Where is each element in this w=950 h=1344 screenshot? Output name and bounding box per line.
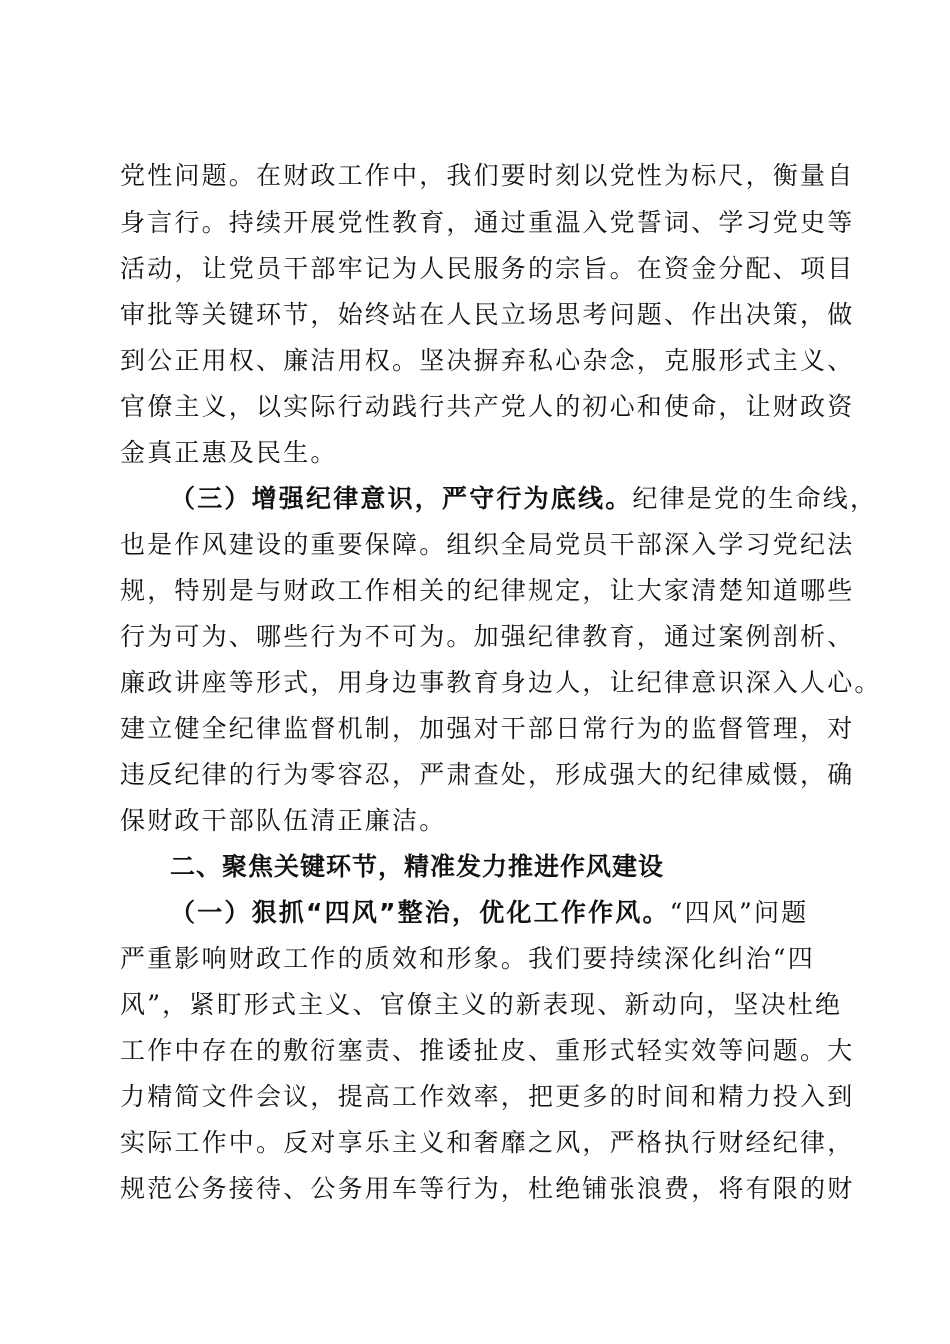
section-one-heading: （一）狠抓“四风”整治，优化工作作风。 <box>170 898 670 927</box>
section-one-paragraph-start <box>170 891 880 935</box>
body-line-23: 规范公务接待、公务用车等行为，杜绝铺张浪费，将有限的财 <box>120 1174 855 1203</box>
body-line-21: 力精简文件会议，提高工作效率，把更多的时间和精力投入到 <box>120 1082 855 1111</box>
body-line-22: 实际工作中。反对享乐主义和奢靡之风，严格执行财经纪律， <box>120 1128 855 1157</box>
body-line-5: 到公正用权、廉洁用权。坚决摒弃私心杂念，克服形式主义、 <box>120 346 855 375</box>
body-line-2: 身言行。持续开展党性教育，通过重温入党誓词、学习党史等 <box>120 208 855 237</box>
body-line-13: 建立健全纪律监督机制，加强对干部日常行为的监督管理，对 <box>120 714 855 743</box>
body-line-7: 金真正惠及民生。 <box>120 438 338 467</box>
section-three-text: 纪律是党的生命线， <box>632 484 878 513</box>
body-line-14: 违反纪律的行为零容忍，严肃查处，形成强大的纪律威慑，确 <box>120 760 855 789</box>
section-three-heading: （三）增强纪律意识，严守行为底线。 <box>170 484 633 513</box>
body-line-1: 党性问题。在财政工作中，我们要时刻以党性为标尺，衡量自 <box>120 161 855 190</box>
body-line-18: 严重影响财政工作的质效和形象。我们要持续深化纠治“四 <box>120 944 815 973</box>
section-one-text: “四风”问题 <box>669 898 809 927</box>
body-line-15: 保财政干部队伍清正廉洁。 <box>120 806 447 835</box>
body-line-9: 也是作风建设的重要保障。组织全局党员干部深入学习党纪法 <box>120 530 855 559</box>
body-line-11: 行为可为、哪些行为不可为。加强纪律教育，通过案例剖析、 <box>120 622 855 651</box>
body-line-20: 工作中存在的敷衍塞责、推诿扯皮、重形式轻实效等问题。大 <box>120 1036 855 1065</box>
part-two-heading: 二、聚焦关键环节，精准发力推进作风建设 <box>170 852 665 881</box>
body-line-12: 廉政讲座等形式，用身边事教育身边人，让纪律意识深入人心。 <box>120 668 882 697</box>
body-line-10: 规，特别是与财政工作相关的纪律规定，让大家清楚知道哪些 <box>120 576 855 605</box>
body-line-6: 官僚主义，以实际行动践行共产党人的初心和使命，让财政资 <box>120 392 855 421</box>
body-line-19: 风”，紧盯形式主义、官僚主义的新表现、新动向，坚决杜绝 <box>120 990 843 1019</box>
section-three-paragraph-start <box>170 477 880 521</box>
body-line-4: 审批等关键环节，始终站在人民立场思考问题、作出决策，做 <box>120 300 855 329</box>
body-line-3: 活动，让党员干部牢记为人民服务的宗旨。在资金分配、项目 <box>120 254 855 283</box>
